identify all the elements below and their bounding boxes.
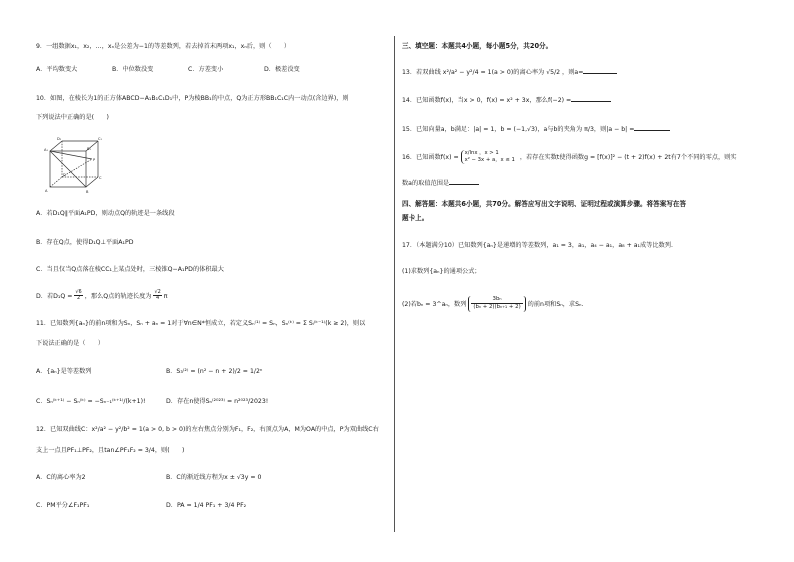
section-3-heading: 三、填空题：本题共4小题，每小题5分，共20分。 — [402, 42, 553, 50]
q10-option-a: A．若D₁Q∥平面A₁PD，则动点Q的轨迹是一条线段 — [36, 210, 175, 217]
answer-blank — [449, 178, 479, 185]
fraction: $\frac{√2}{4}$ — [154, 289, 161, 302]
column-divider — [394, 36, 395, 532]
q13: 13．若双曲线 x²/a² − y²/4 = 1(a > 0)的离心率为 √5/2 ，则a= — [402, 67, 617, 77]
label-p: P — [93, 158, 96, 162]
q10-stem-line2: 下列说法中正确的是( ) — [36, 114, 109, 121]
label-b1: B₁ — [87, 147, 91, 151]
sequence-fraction: $\frac{\text{3bₙ}}{\text{(bₙ + 2)(bₙ₊₁ + 2)}}$ — [468, 296, 525, 312]
q10-stem-line1: 10．如图，在棱长为1的正方体ABCD−A₁B₁C₁D₁中，P为棱BB₁的中点，Q为正方形BB₁C₁C内一动点(含边界)，则 — [36, 95, 349, 102]
q15: 15．已知向量a，b满足：|a| = 1，b = (−1,√3)，a与b的夹角为 π/3，则|a − b| = — [402, 124, 670, 134]
q12-stem-line2: 支上一点且PF₁⊥PF₂，且tan∠PF₁F₂ = 3/4，则( ) — [36, 447, 185, 454]
q11-option-d: D．存在n使得Sₙ⁽²⁰²³⁾ = n²⁰²³/2023! — [166, 398, 269, 405]
q17-stem: 17．（本题满分10）已知数列{aₙ}是递增的等差数列，a₁ = 3，a₁，a₄ − a₁，a₈ + a₁成等比数列. — [402, 242, 673, 249]
label-c1: C₁ — [98, 137, 102, 141]
q14: 14．已知函数f(x)，当x > 0，f(x) = x² + 3x，那么f(−2) = — [402, 95, 611, 105]
q16-line2: 数a的取值范围是 — [402, 178, 479, 188]
q10-option-c: C．当且仅当Q点落在棱CC₁上某点处时，三棱锥Q−A₁PD的体积最大 — [36, 266, 224, 273]
section-4-heading-line1: 四、解答题：本题共6小题，共70分。解答应写出文字说明、证明过程或演算步骤。将答案写在答 — [402, 200, 687, 208]
q9-option-b: B．中位数没变 — [112, 66, 154, 73]
q17-part2: (2)若bₙ = 3^aₙ，数列 $\frac{\text{3bₙ}}{\text{(bₙ + 2)(bₙ₊₁ + 2)}}$ 的前n项和Sₙ，求Sₙ. — [402, 296, 584, 311]
q12-option-a: A．C的离心率为2 — [36, 474, 86, 481]
fraction: $\frac{√6}{2}$ — [75, 289, 82, 302]
q9-option-a: A．平均数变大 — [36, 66, 78, 73]
q9-stem: 9．一组数据x₁，x₂，…，xₙ是公差为−1的等差数列，若去掉首末两项x₁，xₙ后，则（ ） — [36, 43, 291, 50]
label-d: D — [63, 173, 66, 177]
label-d1: D₁ — [57, 137, 62, 141]
q11-stem-line1: 11．已知数列{aₙ}的前n项和为Sₙ，Sₙ + aₙ = 1对于∀n∈N*恒成立，若定义Sₙ⁽¹⁾ = Sₙ，Sₙ⁽ᵏ⁾ = Σ Sᵢ⁽ᵏ⁻¹⁾(k ≥ 2)，则以 — [36, 320, 366, 327]
q12-stem-line1: 12．已知双曲线C：x²/a² − y²/b² = 1(a > 0, b > 0)的左右焦点分别为F₁，F₂，右顶点为A，M为OA的中点，P为双曲线C右 — [36, 426, 379, 433]
q10-option-d: D．若D₁Q = $\frac{√6}{2}$ ，那么Q点的轨迹长度为 $\frac{√2}{4}$ π — [36, 289, 168, 302]
q17-part1: (1)求数列{aₙ}的通项公式； — [402, 268, 481, 275]
label-b: B — [86, 190, 89, 194]
cube-figure — [44, 135, 104, 195]
q11-option-c: C．Sₙ⁽ᵏ⁺¹⁾ − Sₙ⁽ᵏ⁾ = −Sₙ₋₁⁽ᵏ⁺¹⁾/(k+1)! — [36, 398, 146, 405]
q9-option-d: D．极差没变 — [264, 66, 300, 73]
q11-option-b: B．S₃⁽²⁾ = (n² − n + 2)/2 = 1/2ⁿ — [166, 368, 263, 375]
section-4-heading-line2: 题卡上。 — [402, 214, 429, 222]
q11-option-a: A．{aₙ}是等差数列 — [36, 368, 92, 375]
q10-option-b: B．存在Q点，使得D₁Q⊥平面A₁PD — [36, 239, 134, 246]
q12-option-b: B．C的渐近线方程为x ± √3y = 0 — [166, 474, 262, 481]
q11-stem-line2: 下说法正确的是（ ） — [36, 340, 105, 347]
label-c: C — [99, 176, 102, 180]
answer-blank — [634, 124, 670, 131]
label-a1: A₁ — [44, 148, 48, 152]
q12-option-c: C．PM平分∠F₁PF₁ — [36, 502, 90, 509]
q9-option-c: C．方差变小 — [188, 66, 224, 73]
answer-blank — [571, 95, 611, 102]
piecewise-function: x/lnx ，x > 1 x² − 3x + a，x ≤ 1 — [461, 150, 518, 164]
q16: 16．已知函数f(x) = x/lnx ，x > 1 x² − 3x + a，x ≤ 1 ，若存在实数t使得函数g = [f(x)]² − (t + 2)f(x) + 2t有7个不同的零点，则实 — [402, 150, 737, 164]
q12-option-d: D．PA = 1/4 PF₁ + 3/4 PF₂ — [166, 502, 247, 509]
label-a: A — [45, 189, 48, 193]
answer-blank — [583, 67, 617, 74]
